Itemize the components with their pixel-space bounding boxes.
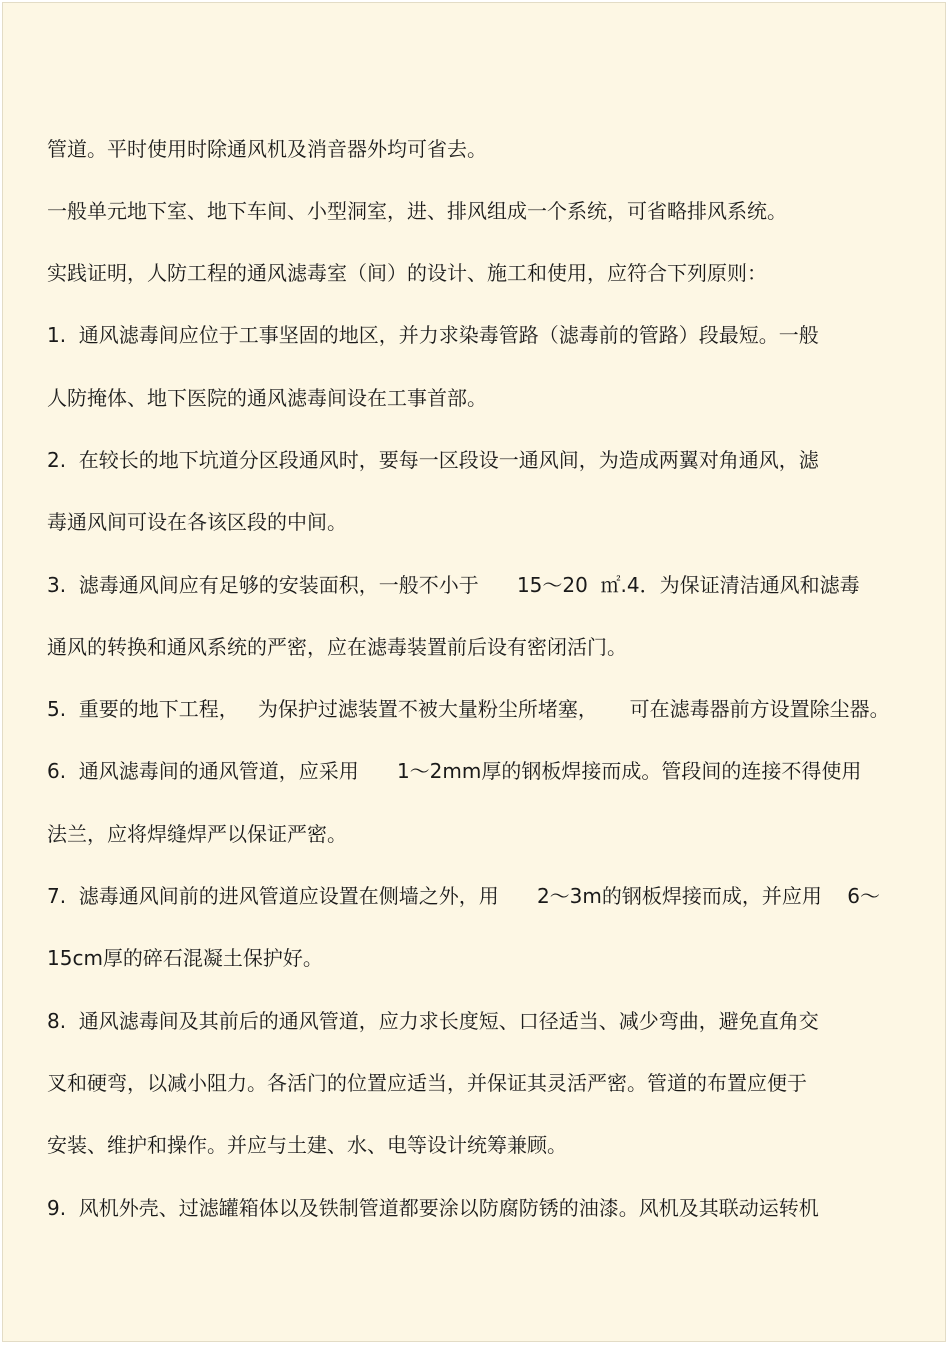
- text-line: 8. 通风滤毒间及其前后的通风管道，应力求长度短、口径适当、减少弯曲，避免直角交: [47, 1009, 819, 1033]
- text-line: 人防掩体、地下医院的通风滤毒间设在工事首部。: [47, 386, 487, 410]
- text-line: 安装、维护和操作。并应与土建、水、电等设计统筹兼顾。: [47, 1133, 567, 1157]
- text-line: 叉和硬弯，以减小阻力。各活门的位置应适当，并保证其灵活严密。管道的布置应便于: [47, 1071, 807, 1095]
- text-line: 管道。平时使用时除通风机及消音器外均可省去。: [47, 137, 487, 161]
- text-line: 毒通风间可设在各该区段的中间。: [47, 510, 347, 534]
- text-line: 3. 滤毒通风间应有足够的安装面积，一般不小于 15～20 ㎡.4．为保证清洁通风和滤毒: [47, 573, 860, 597]
- text-line: 15cm厚的碎石混凝土保护好。: [47, 946, 323, 970]
- text-line: 9. 风机外壳、过滤罐箱体以及铁制管道都要涂以防腐防锈的油漆。风机及其联动运转机: [47, 1196, 819, 1220]
- text-line: 2. 在较长的地下坑道分区段通风时，要每一区段设一通风间，为造成两翼对角通风，滤: [47, 448, 819, 472]
- text-line: 一般单元地下室、地下车间、小型洞室，进、排风组成一个系统，可省略排风系统。: [47, 199, 787, 223]
- text-line: 1. 通风滤毒间应位于工事坚固的地区，并力求染毒管路（滤毒前的管路）段最短。一般: [47, 323, 819, 347]
- document-page: [2, 2, 946, 1342]
- text-line: 通风的转换和通风系统的严密，应在滤毒装置前后设有密闭活门。: [47, 635, 627, 659]
- text-line: 法兰，应将焊缝焊严以保证严密。: [47, 822, 347, 846]
- text-line: 6. 通风滤毒间的通风管道，应采用 1～2mm厚的钢板焊接而成。管段间的连接不得使用: [47, 759, 862, 783]
- text-line: 实践证明，人防工程的通风滤毒室（间）的设计、施工和使用，应符合下列原则：: [47, 261, 767, 285]
- text-line: 5. 重要的地下工程， 为保护过滤装置不被大量粉尘所堵塞， 可在滤毒器前方设置除尘器。: [47, 697, 890, 721]
- text-line: 7. 滤毒通风间前的进风管道应设置在侧墙之外，用 2～3m的钢板焊接而成，并应用 6～: [47, 884, 881, 908]
